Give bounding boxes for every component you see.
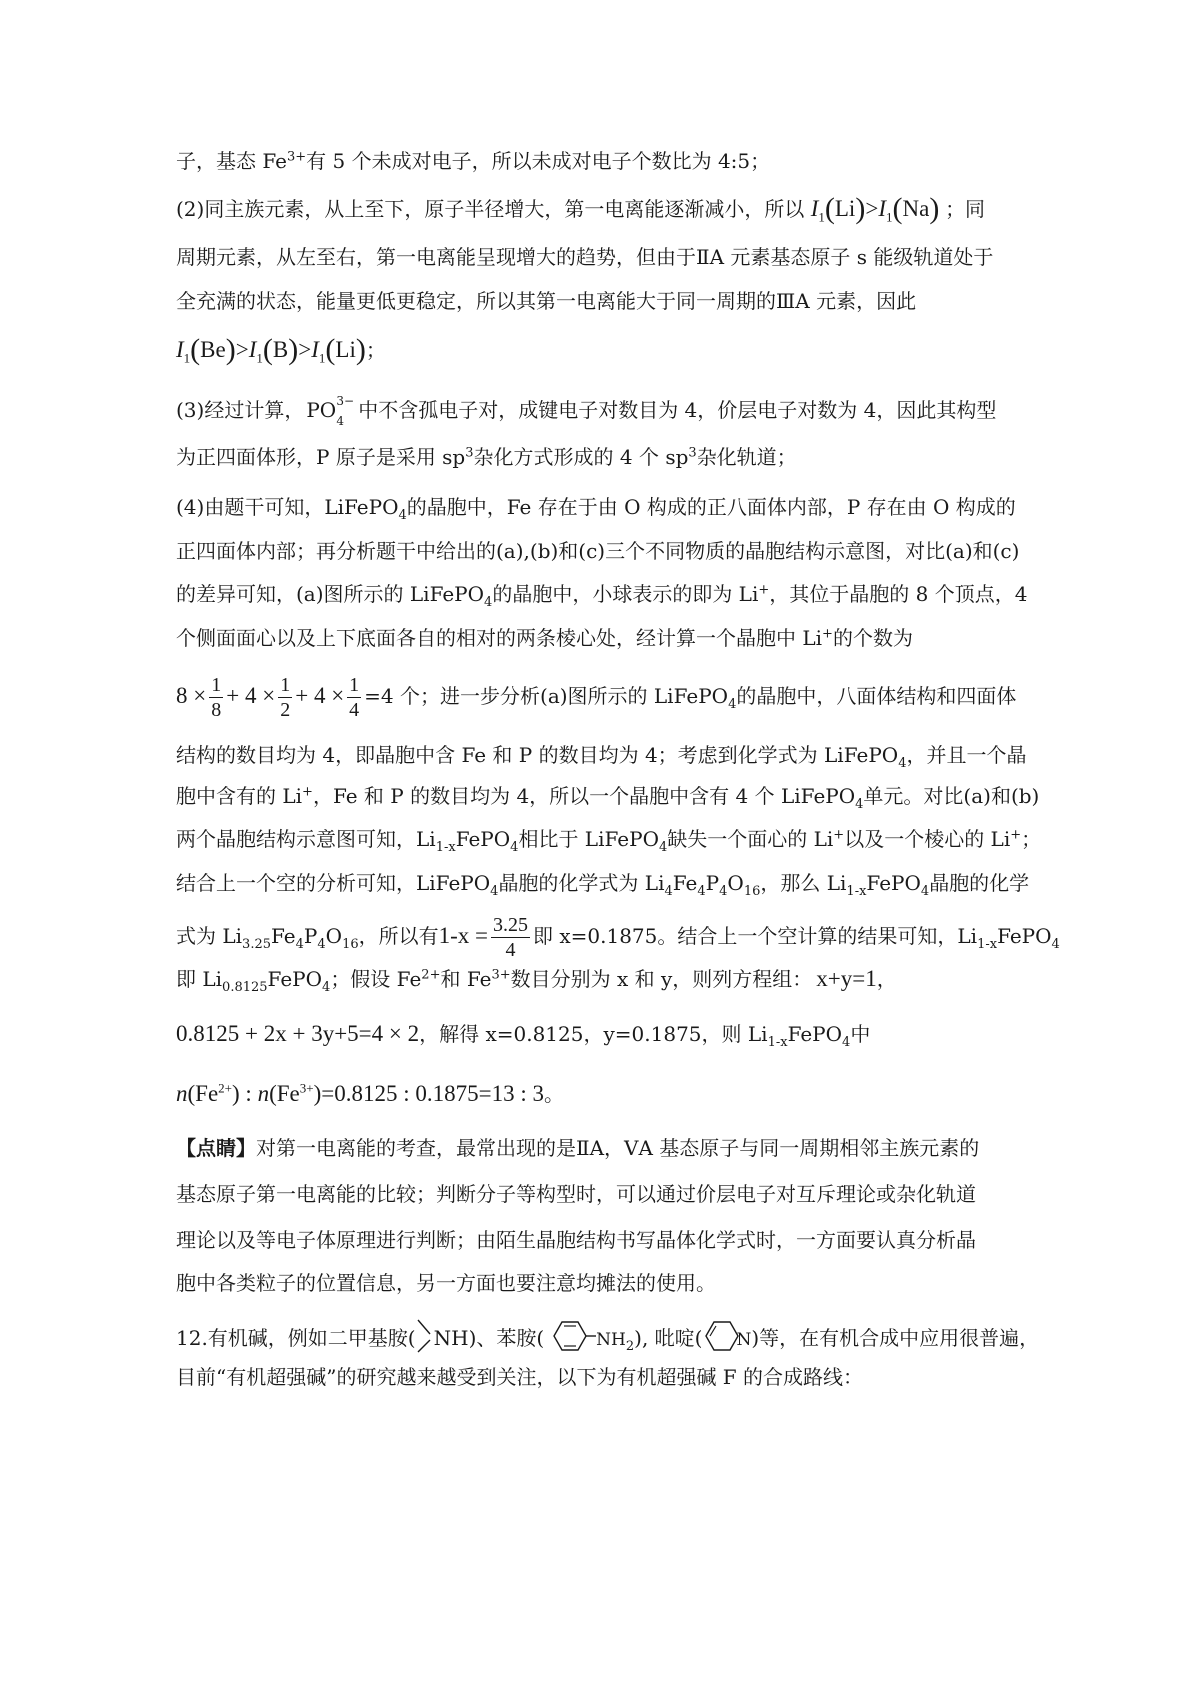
text-line: 为正四面体形，P 原子是采用 $sp^3$杂化方式形成的 4 个 $sp^3$杂化轨道； [176, 445, 797, 469]
text-line: 的差异可知，(a)图所示的 LiFePO$_4$的晶胞中，小球表示的即为 Li+，其位于晶胞的 8 个顶点，4 [176, 582, 1028, 610]
text-line: 基态原子第一电离能的比较；判断分子等构型时，可以通过价层电子对互斥理论或杂化轨道 [176, 1182, 976, 1206]
text-line: 结合上一个空的分析可知，LiFePO$_4$晶胞的化学式为 $Li_4Fe_4P_4O_{16}$，那么 $Li_{1-x}FePO_4$晶胞的化学 [176, 871, 1030, 899]
text-line: 式为 $Li_{3.25}Fe_4P_4O_{16}$，所以有1-x = $\frac{3.25}{4}$ 即 x=0.1875。结合上一个空计算的结果可知，$Li_{1-x}FePO_4$ [176, 914, 1060, 962]
ionization-inequality: $I_1(Li)>I_1(Na)$ [810, 192, 940, 225]
ratio-equation: $n(Fe^{2+})$ : $n(Fe^{3+})=0.8125$ : 0.1875=13 : 3 [176, 1080, 544, 1106]
text-line: $n(Fe^{2+})$ : $n(Fe^{3+})=0.8125$ : 0.1875=13 : 3。 [176, 1080, 564, 1106]
text-line: 个侧面面心以及上下底面各自的相对的两条棱心处，经计算一个晶胞中 Li+的个数为 [176, 626, 913, 650]
text-line: 12.有机碱，例如二甲基胺( NH)、苯胺( $NH_2$), 吡啶( N)等，在有机合成中应用很普遍， [176, 1318, 1038, 1361]
text-line: 结构的数目均为 4，即晶胞中含 Fe 和 P 的数目均为 4；考虑到化学式为 LiFePO$_4$，并且一个晶 [176, 743, 1027, 771]
text-line: 胞中含有的 Li+，Fe 和 P 的数目均为 4，所以一个晶胞中含有 4 个 LiFePO$_4$单元。对比(a)和(b) [176, 784, 1040, 812]
li-count-formula: 8 × $\frac{1}{8}$ + 4 × $\frac{1}{2}$ + 4 × $\frac{1}{4}$ [176, 674, 360, 722]
text-line: 周期元素，从左至右，第一电离能呈现增大的趋势，但由于ⅡA 元素基态原子 s 能级轨道处于 [176, 245, 994, 269]
dimethylamine-structure [416, 1318, 434, 1361]
text-line: (2)同主族元素，从上至下，原子半径增大，第一电离能逐渐减小，所以 $I_1(Li)>I_1(Na)$ ；同 [176, 192, 986, 225]
text-line: 理论以及等电子体原理进行判断；由陌生晶胞结构书写晶体化学式时，一方面要认真分析晶 [176, 1228, 976, 1252]
text-line: 目前“有机超强碱”的研究越来越受到关注，以下为有机超强碱 F 的合成路线： [176, 1365, 864, 1389]
charge-equation: 0.8125 + 2x + 3y+5=4 × 2 [176, 1021, 420, 1046]
text-line: (4)由题干可知，LiFePO$_4$的晶胞中，Fe 存在于由 O 构成的正八面体内部，P 存在由 O 构成的 [176, 495, 1016, 523]
text-line: 0.8125 + 2x + 3y+5=4 × 2，解得 x=0.8125，y=0.1875，则 $Li_{1-x}FePO_4$中 [176, 1021, 871, 1050]
x-equation: 1-x = $\frac{3.25}{4}$ [438, 914, 528, 962]
text-line: 全充满的状态，能量更低更稳定，所以其第一电离能大于同一周期的ⅢA 元素，因此 [176, 289, 917, 313]
text-line: 正四面体内部；再分析题干中给出的(a),(b)和(c)三个不同物质的晶胞结构示意图，对比(a)和(c) [176, 539, 1020, 563]
text-line: 即 $Li_{0.8125}FePO_4$；假设 $Fe^{2+}$和 $Fe^{3+}$数目分别为 x 和 y，则列方程组： x+y=1， [176, 966, 897, 995]
highlight-heading: 【点睛】 [176, 1136, 256, 1160]
phosphate-ion: PO 3− 4 [306, 394, 355, 428]
text-line: 两个晶胞结构示意图可知，$Li_{1-x}FePO_4$相比于 LiFePO$_4$缺失一个面心的 Li+以及一个棱心的 Li+； [176, 827, 1042, 855]
ionization-order: $I_1(Be)>I_1(B)>I_1(Li)$； [176, 333, 386, 366]
benzene-ring-structure [544, 1318, 596, 1361]
text-line: 胞中各类粒子的位置信息，另一方面也要注意均摊法的使用。 [176, 1271, 716, 1295]
text-line: 子，基态 $Fe^{3+}$有 5 个未成对电子，所以未成对电子个数比为 4:5； [176, 149, 771, 173]
text-line: 【点睛】对第一电离能的考查，最常出现的是ⅡA，ⅤA 基态原子与同一周期相邻主族元素的 [176, 1136, 980, 1160]
text-line: 8 × $\frac{1}{8}$ + 4 × $\frac{1}{2}$ + 4 × $\frac{1}{4}$ =4 个；进一步分析(a)图所示的 LiFePO$_4$的晶胞中，八面体结构和四面体 [176, 674, 1017, 722]
text-line: (3)经过计算， PO 3− 4 中不含孤电子对，成键电子对数目为 4，价层电子对数为 4，因此其构型 [176, 394, 997, 428]
